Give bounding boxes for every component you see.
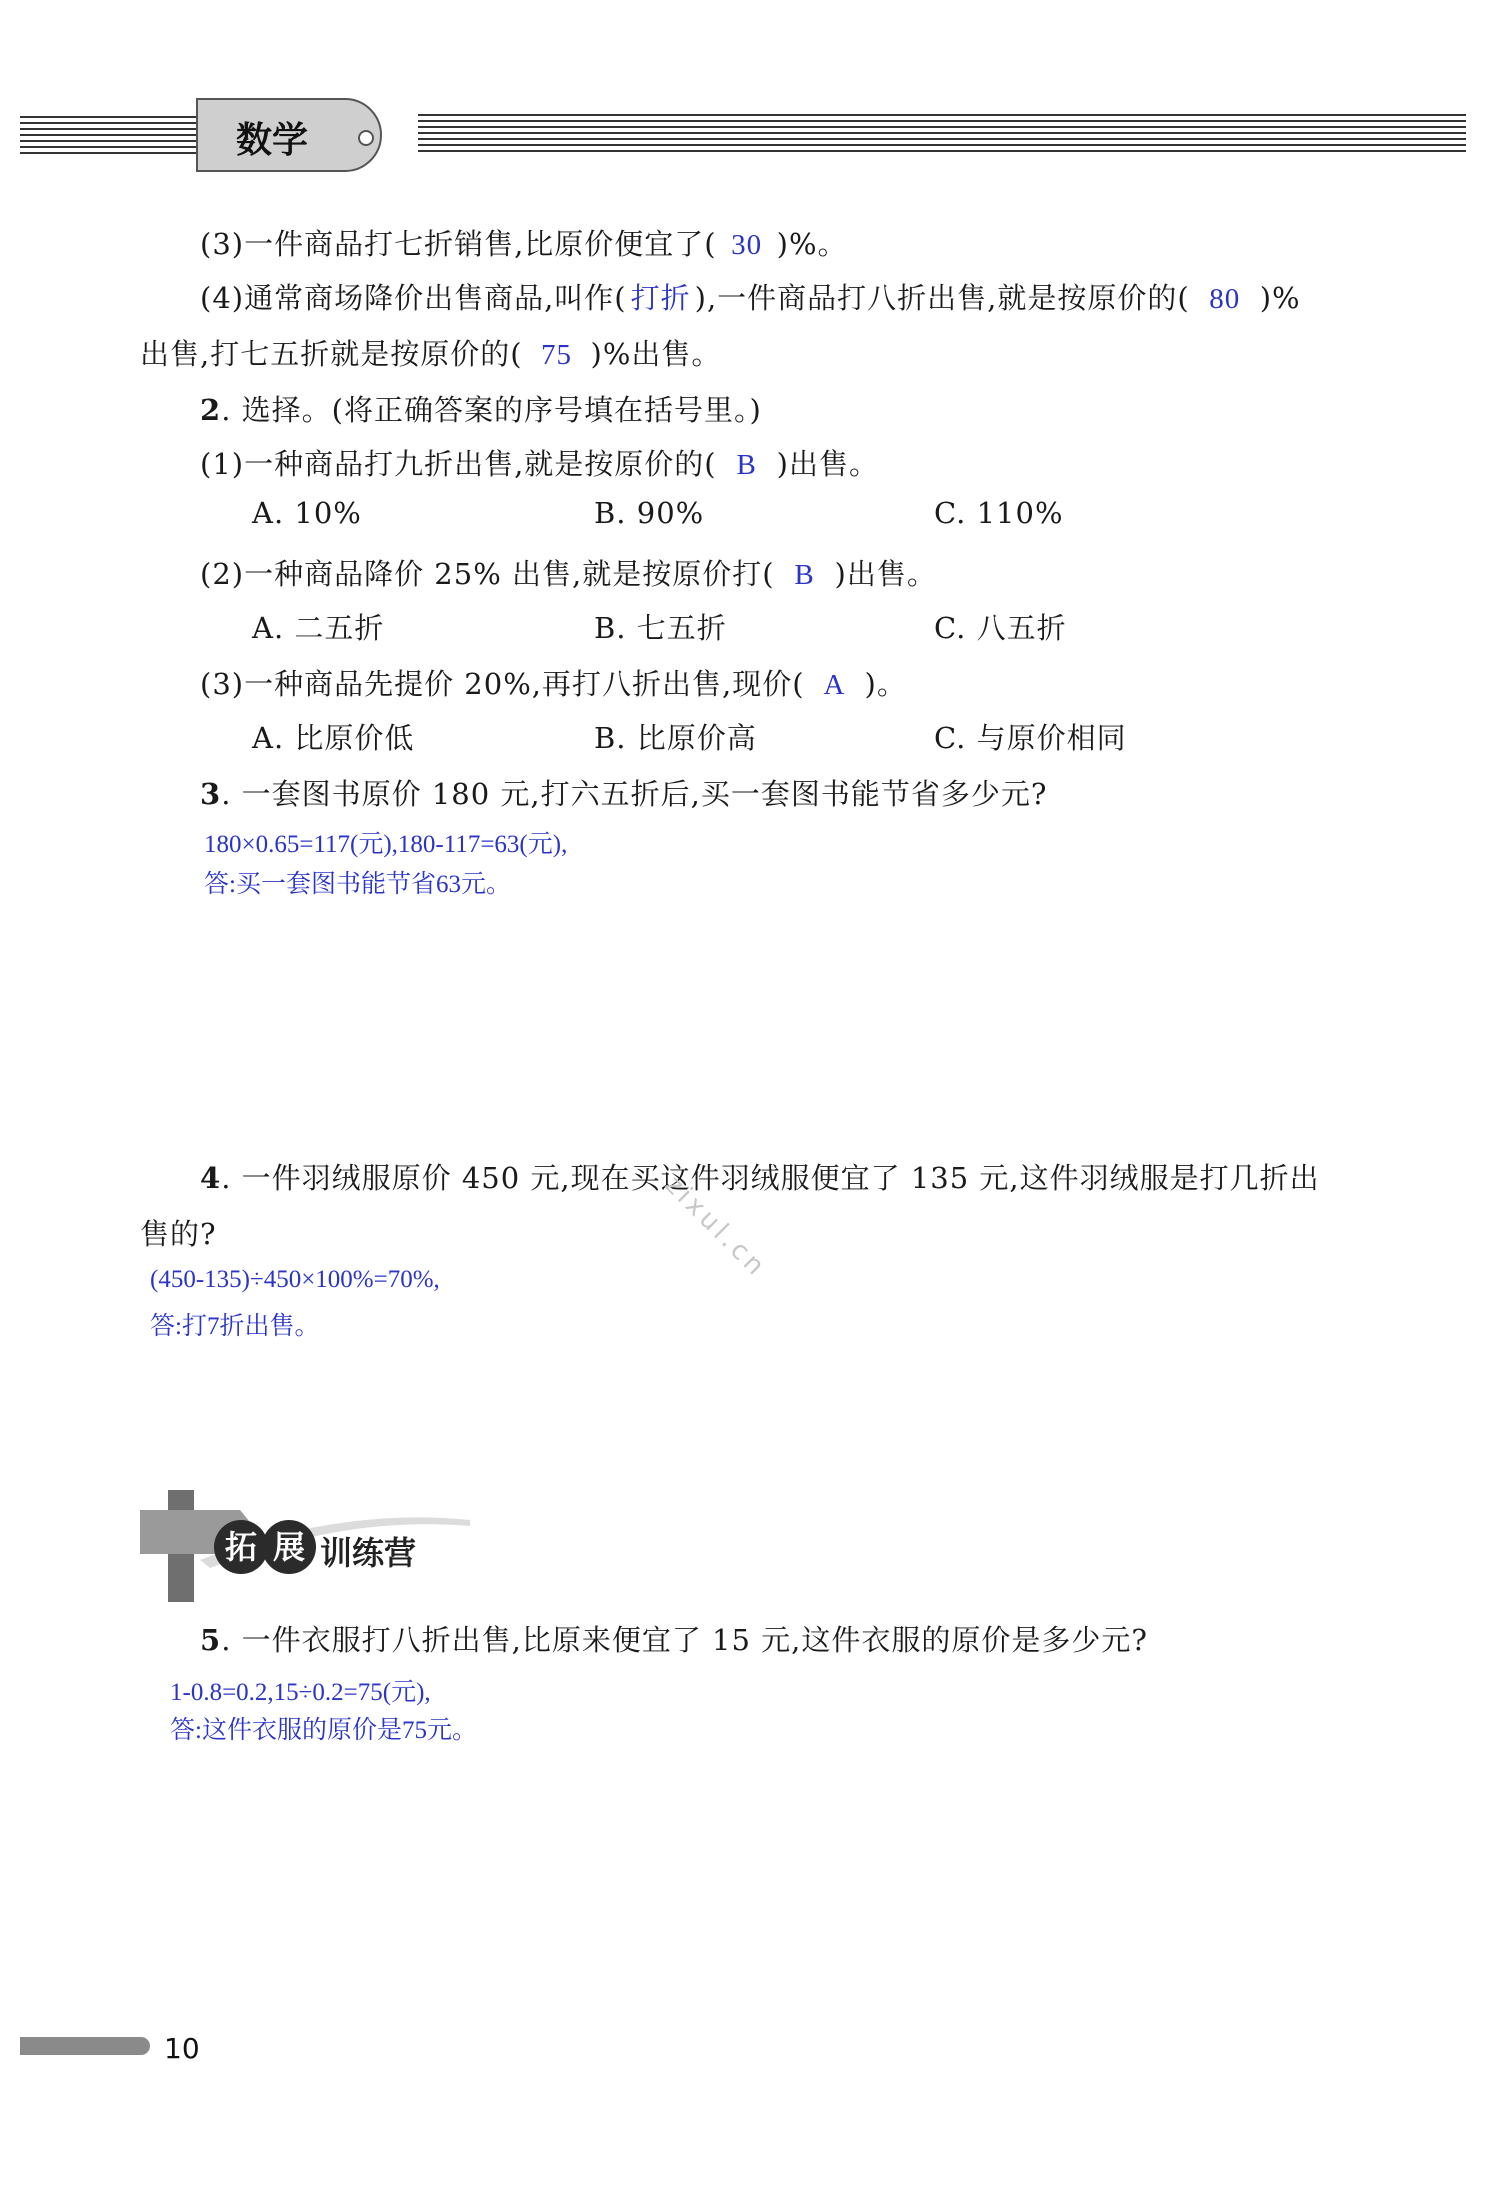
q2-item2-answer: B — [794, 559, 815, 591]
q2-item2-stem — [200, 552, 937, 593]
q2-item2-text-end: )出售。 — [834, 557, 937, 591]
q1-part3-text-end: )%。 — [776, 227, 848, 261]
q1-part4-line2-text: 出售,打七五折就是按原价的( — [140, 337, 523, 371]
q3-number: 3 — [200, 777, 222, 811]
q3-answer: 答:买一套图书能节省63元。 — [204, 871, 511, 898]
section-badge-2: 展 — [262, 1520, 316, 1574]
q1-part4-line2-end: )%出售。 — [590, 337, 722, 371]
q2-item2-text: (2)一种商品降价 25% 出售,就是按原价打( — [200, 557, 775, 591]
q1-part3-text: (3)一件商品打七折销售,比原价便宜了( — [200, 227, 717, 261]
q2-item3-text: (3)一种商品先提价 20%,再打八折出售,现价( — [200, 667, 805, 701]
q4-question-line1 — [200, 1156, 1320, 1197]
q3-work: 180×0.65=117(元),180-117=63(元), — [204, 831, 568, 858]
q1-part3-answer: 30 — [731, 229, 763, 261]
q1-part4-text: (4)通常商场降价出售商品,叫作( — [200, 281, 627, 315]
q5-question — [200, 1618, 1148, 1659]
q2-item3-answer: A — [823, 669, 846, 701]
footer-bar — [20, 2037, 150, 2055]
q2-title — [200, 388, 762, 429]
q4-text: . 一件羽绒服原价 450 元,现在买这件羽绒服便宜了 135 元,这件羽绒服是打几折出 — [221, 1161, 1320, 1195]
q2-item2-option-a: A. 二五折 — [252, 611, 385, 645]
header-rules-right — [418, 114, 1466, 156]
q2-item1-text-end: )出售。 — [776, 447, 879, 481]
q2-item1-answer: B — [736, 449, 757, 481]
q1-part4-line1 — [200, 276, 1301, 317]
q2-number: 2 — [200, 393, 222, 427]
q2-item3-option-a: A. 比原价低 — [252, 721, 415, 755]
q1-part4-answer1: 打折 — [630, 283, 691, 315]
section-title: 训练营 — [320, 1534, 417, 1572]
q1-part4-answer2: 80 — [1209, 283, 1241, 315]
q1-part3 — [200, 222, 848, 263]
q2-item1-text: (1)一种商品打九折出售,就是按原价的( — [200, 447, 717, 481]
q5-work: 1-0.8=0.2,15÷0.2=75(元), — [170, 1679, 431, 1706]
q2-title-text: . 选择。(将正确答案的序号填在括号里。) — [221, 393, 762, 427]
q2-item3-option-c: C. 与原价相同 — [934, 721, 1127, 755]
q3-question — [200, 772, 1047, 813]
q2-item2-option-c: C. 八五折 — [934, 611, 1067, 645]
q1-part4-text-mid: ),一件商品打八折出售,就是按原价的( — [694, 281, 1190, 315]
q4-answer: 答:打7折出售。 — [150, 1313, 320, 1340]
watermark: zixul.cn — [658, 1170, 773, 1284]
q5-answer: 答:这件衣服的原价是75元。 — [170, 1717, 477, 1744]
q4-question-line2: 售的? — [140, 1217, 217, 1251]
q2-item1-option-a: A. 10% — [252, 496, 362, 530]
q2-item1-stem — [200, 442, 879, 483]
section-badge-1: 拓 — [214, 1520, 268, 1574]
page-number: 10 — [164, 2032, 200, 2065]
q4-number: 4 — [200, 1161, 222, 1195]
q2-item2-option-b: B. 七五折 — [594, 611, 727, 645]
q1-part4-answer3: 75 — [541, 339, 573, 371]
q2-item1-option-b: B. 90% — [594, 496, 705, 530]
q5-number: 5 — [200, 1623, 222, 1657]
q2-item3-stem — [200, 662, 907, 703]
q1-part4-text-end: )% — [1259, 281, 1301, 315]
q1-part4-line2 — [140, 332, 721, 373]
q5-text: . 一件衣服打八折出售,比原来便宜了 15 元,这件衣服的原价是多少元? — [221, 1623, 1148, 1657]
q2-item3-option-b: B. 比原价高 — [594, 721, 757, 755]
header-rules-left — [20, 116, 196, 158]
q2-item1-option-c: C. 110% — [934, 496, 1064, 530]
q2-item3-text-end: )。 — [864, 667, 907, 701]
subject-title: 数学 — [236, 120, 309, 161]
tab-hole-icon — [358, 130, 374, 146]
q4-work: (450-135)÷450×100%=70%, — [150, 1266, 440, 1293]
q3-text: . 一套图书原价 180 元,打六五折后,买一套图书能节省多少元? — [221, 777, 1048, 811]
